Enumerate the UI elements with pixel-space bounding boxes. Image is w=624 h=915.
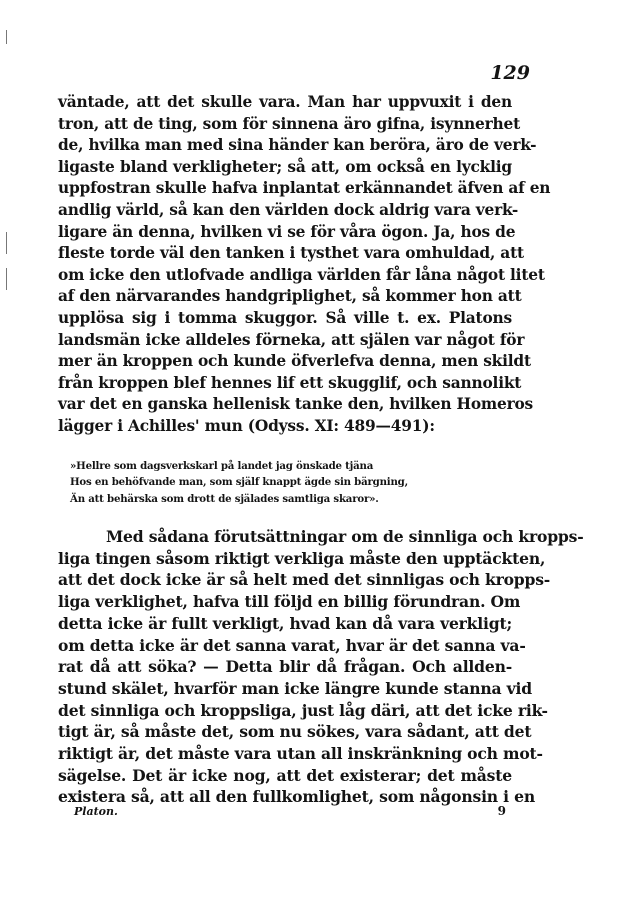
- text-line: upplösa sig i tomma skuggor. Så ville t. ex. Platons: [58, 308, 512, 327]
- text-line: väntade, att det skulle vara. Man har uppvuxit i den: [58, 93, 512, 111]
- text-line: Med sådana förutsättningar om de sinnliga och kropps-: [106, 527, 584, 546]
- text-line: om detta icke är det sanna varat, hvar är det sanna va-: [58, 635, 526, 655]
- text-line: det sinnliga och kroppsliga, just låg däri, att det icke rik-: [58, 700, 548, 720]
- text-line: landsmän icke alldeles förneka, att själen var något för: [58, 330, 525, 349]
- text-line: lägger i Achilles' mun (Odyss. XI: 489—491):: [58, 416, 435, 435]
- quote-line: »Hellre som dagsverkskarl på landet jag önskade tjäna: [70, 460, 374, 472]
- signature-mark: 9: [497, 804, 506, 818]
- text-line: stund skälet, hvarför man icke längre kunde stanna vid: [58, 678, 532, 698]
- text-line: de, hvilka man med sina händer kan beröra, äro de verk-: [58, 136, 537, 155]
- text-line: ligare än denna, hvilken vi se för våra ögon. Ja, hos de: [58, 222, 516, 241]
- quote-line: Än att behärska som drott de själades samtliga skaror».: [70, 492, 379, 505]
- margin-mark: [6, 268, 7, 290]
- text-line: liga verklighet, hafva till följd en billig förundran. Om: [58, 592, 521, 612]
- text-line: ligaste bland verkligheter; så att, om också en lycklig: [58, 157, 512, 176]
- quote-line: Hos en behöfvande man, som själf knappt ägde sin bärgning,: [70, 476, 408, 489]
- text-line: sägelse. Det är icke nog, att det existerar; det måste: [58, 765, 512, 785]
- text-line: var det en ganska hellenisk tanke den, hvilken Homeros: [58, 395, 534, 414]
- text-line: liga tingen såsom riktigt verkliga måste den upptäckten,: [58, 548, 546, 568]
- text-line: om icke den utlofvade andliga världen får låna något litet: [58, 265, 545, 284]
- text-line: att det dock icke är så helt med det sinnligas och kropps-: [58, 570, 551, 590]
- footer-title: Platon.: [74, 805, 118, 818]
- text-line: af den närvarandes handgriplighet, så kommer hon att: [58, 287, 522, 306]
- text-line: fleste torde väl den tanken i tysthet vara omhuldad, att: [58, 244, 524, 263]
- margin-mark: [6, 30, 7, 44]
- text-line: detta icke är fullt verkligt, hvad kan då vara verkligt;: [58, 613, 512, 633]
- text-line: riktigt är, det måste vara utan all inskränkning och mot-: [58, 744, 543, 764]
- text-line: tron, att de ting, som för sinnena äro gifna, isynnerhet: [58, 114, 521, 133]
- text-line: uppfostran skulle hafva inplantat erkännandet äfven af en: [58, 179, 551, 198]
- text-line: rat då att söka? — Detta blir då frågan. Och allden-: [58, 657, 512, 677]
- body-text: [58, 92, 551, 438]
- margin-mark: [6, 232, 7, 254]
- text-line: tigt är, så måste det, som nu sökes, vara sådant, att det: [58, 722, 532, 742]
- verse-quote: [70, 458, 510, 507]
- text-line: mer än kroppen och kunde öfverlefva denna, men skildt: [58, 352, 531, 371]
- text-line: från kroppen blef hennes lif ett skugglif, och sannolikt: [58, 373, 522, 392]
- text-line: andlig värld, så kan den världen dock aldrig vara verk-: [58, 200, 519, 219]
- text-line: existera så, att all den fullkomlighet, som någonsin i en: [58, 787, 535, 807]
- page-number: 129: [490, 62, 530, 84]
- paragraph-text: [58, 526, 584, 808]
